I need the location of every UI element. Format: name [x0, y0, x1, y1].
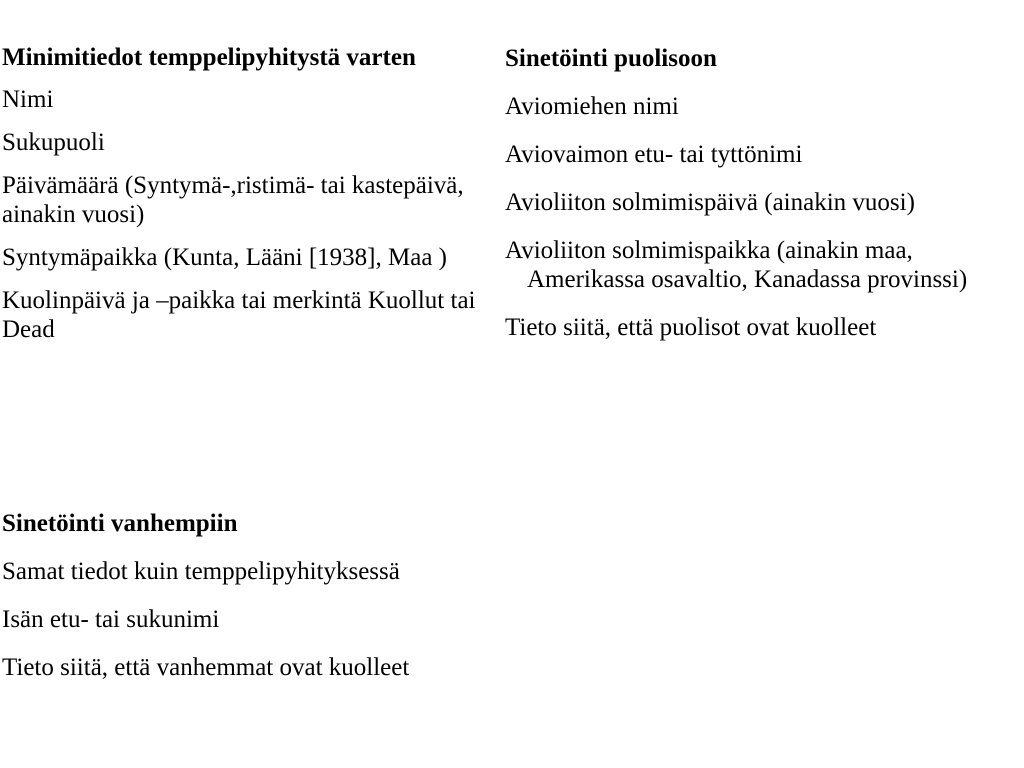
list-item: Tieto siitä, että vanhemmat ovat kuolleet	[2, 654, 410, 681]
spouse-sealing-section	[505, 44, 1005, 342]
list-item: Avioliiton solmimispaikka (ainakin maa, Amerikassa osavaltio, Kanadassa provinssi)	[505, 237, 968, 293]
temple-ordinance-section	[2, 42, 497, 344]
temple-ordinance-heading: Minimitiedot temppelipyhitystä varten	[2, 44, 416, 71]
list-item: Sukupuoli	[2, 129, 105, 156]
list-item: Aviovaimon etu- tai tyttönimi	[505, 141, 803, 168]
list-item: Kuolinpäivä ja –paikka tai merkintä Kuollut tai Dead	[2, 287, 476, 343]
list-item: Samat tiedot kuin temppelipyhityksessä	[2, 558, 400, 585]
list-item: Aviomiehen nimi	[505, 93, 679, 120]
list-item: Tieto siitä, että puolisot ovat kuolleet	[505, 314, 877, 341]
parent-sealing-section	[2, 509, 542, 682]
list-item: Nimi	[2, 86, 54, 113]
parent-sealing-heading: Sinetöinti vanhempiin	[2, 510, 238, 537]
spouse-sealing-heading: Sinetöinti puolisoon	[505, 45, 717, 72]
list-item: Isän etu- tai sukunimi	[2, 606, 220, 633]
list-item: Syntymäpaikka (Kunta, Lääni [1938], Maa )	[2, 244, 448, 271]
list-item: Avioliiton solmimispäivä (ainakin vuosi)	[505, 189, 915, 216]
list-item: Päivämäärä (Syntymä-,ristimä- tai kastepäivä, ainakin vuosi)	[2, 172, 464, 228]
